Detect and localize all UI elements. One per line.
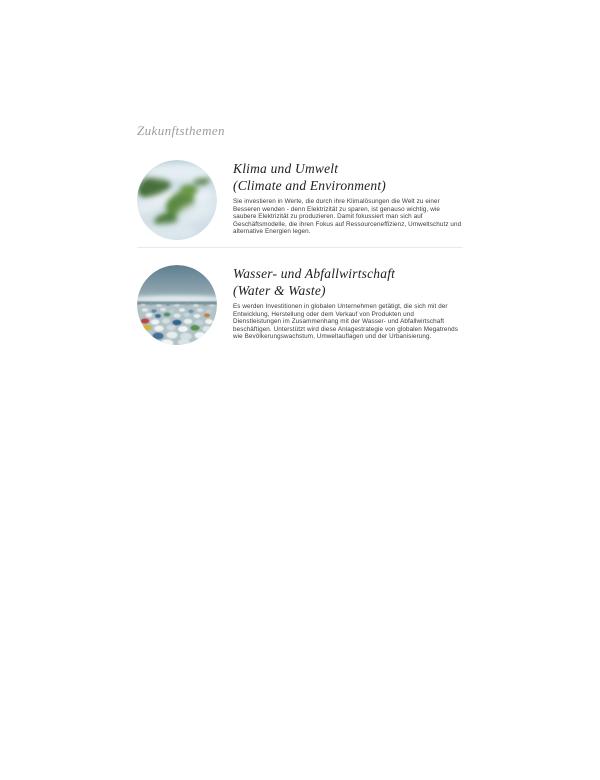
forest-mist-aerial-image [137,160,217,240]
theme-section-climate [137,160,463,240]
theme-text-climate [233,160,463,236]
theme-title-climate-de: Klima und Umwelt [233,161,339,176]
theme-title-water-waste-en: (Water & Waste) [233,283,326,298]
theme-image-water-waste [137,265,217,345]
theme-section-water-waste [137,265,463,345]
theme-description-climate: Sie investieren in Werte, die durch ihre Klimalösungen die Welt zu einer Besseren wenden - denn Elektrizität zu sparen, ist genauso wichtig, wie saubere Elektrizität zu produzieren. Damit fokussiert man sich auf Geschäftsmodelle, die ihren Fokus auf Ressourceneffizienz, Umweltschutz und alternative Energien legen. [233,198,462,236]
theme-description-water-waste: Es werden Investitionen in globalen Unternehmen getätigt, die sich mit der Entwicklung, Herstellung oder dem Verkauf von Produkten und Dienstleistungen im Zusammenhang mit der Wasser- und Abfallwirtschaft beschäftigen. Unterstützt wird diese Anlagestrategie von globalen Megatrends wie Bevölkerungswachstum, Umweltauflagen und der Urbanisierung. [233,303,458,341]
theme-title-climate-en: (Climate and Environment) [233,178,386,193]
ocean-plastic-waste-image [137,265,217,345]
theme-text-water-waste [233,265,463,341]
page-title: Zukunftsthemen [137,123,225,138]
section-divider [137,247,463,248]
theme-image-climate [137,160,217,240]
theme-title-climate [233,160,463,194]
theme-title-water-waste-de: Wasser- und Abfallwirtschaft [233,266,396,281]
theme-title-water-waste [233,265,463,299]
